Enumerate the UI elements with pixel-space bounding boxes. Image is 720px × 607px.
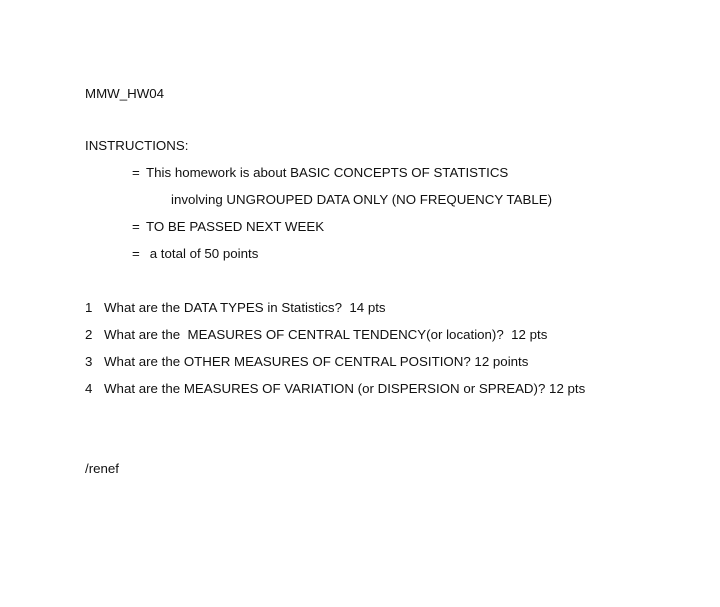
instructions-heading: INSTRUCTIONS: — [85, 138, 189, 153]
question-number: 2 — [85, 327, 93, 342]
question-number: 1 — [85, 300, 93, 315]
question-item — [85, 327, 547, 343]
question-text: What are the OTHER MEASURES OF CENTRAL POSITION? 12 points — [104, 354, 529, 369]
question-text: What are the DATA TYPES in Statistics? 14 pts — [104, 300, 386, 315]
instruction-item — [132, 246, 258, 262]
instruction-text: TO BE PASSED NEXT WEEK — [146, 219, 325, 234]
question-number: 3 — [85, 354, 93, 369]
question-item — [85, 354, 528, 370]
instruction-bullet: = — [132, 246, 140, 261]
question-number: 4 — [85, 381, 93, 396]
document-title: MMW_HW04 — [85, 86, 165, 101]
instruction-bullet: = — [132, 165, 140, 180]
question-text: What are the MEASURES OF CENTRAL TENDENCY(or location)? 12 pts — [104, 327, 548, 342]
instruction-item — [132, 219, 324, 235]
signature: /renef — [85, 461, 120, 476]
instruction-text: a total of 50 points — [146, 246, 259, 261]
instruction-bullet: = — [132, 219, 140, 234]
instruction-text: involving UNGROUPED DATA ONLY (NO FREQUENCY TABLE) — [171, 192, 553, 207]
question-item — [85, 381, 585, 397]
instruction-item-continuation — [171, 192, 552, 208]
instruction-text: This homework is about BASIC CONCEPTS OF STATISTICS — [146, 165, 509, 180]
instruction-item — [132, 165, 508, 181]
question-text: What are the MEASURES OF VARIATION (or DISPERSION or SPREAD)? 12 pts — [104, 381, 586, 396]
question-item — [85, 300, 386, 316]
